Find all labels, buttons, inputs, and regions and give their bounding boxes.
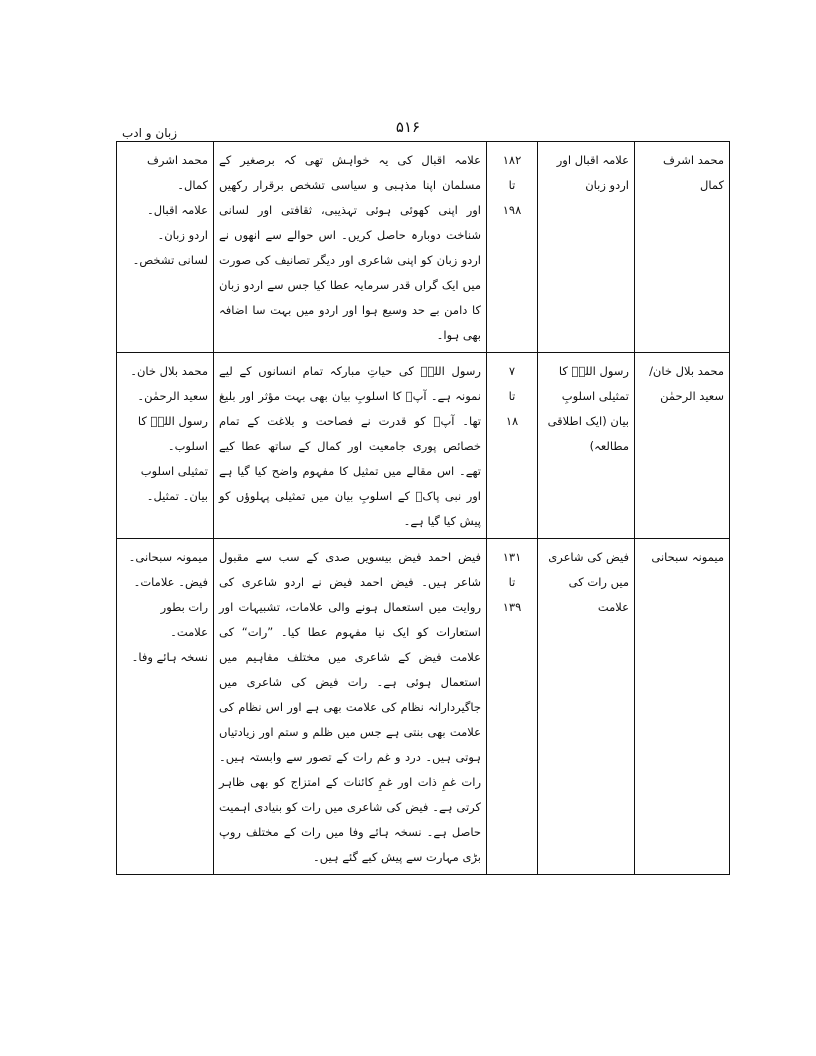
keyword: سعید الرحمٰن۔ [137, 389, 208, 403]
keywords-cell [117, 539, 214, 875]
page-end: ۱۳۹ [502, 600, 522, 614]
keyword: اردو زبان۔ [157, 228, 208, 242]
table-row [117, 353, 730, 539]
author-cell: محمد اشرف کمال [635, 142, 730, 353]
abstract-cell: فیض احمد فیض بیسویں صدی کے سب سے مقبول شاعر ہیں۔ فیض احمد فیض نے اردو شاعری کی روایت میں استعمال ہونے والی علامات، تشبیہات اور استعارات کو ایک نیا مفہوم عطا کیا۔ ”رات“ کی علامت فیض کے شاعری میں مختلف مفاہیم میں استعمال ہوئی ہے۔ رات فیض کی شاعری میں جاگیردارانہ نظام کی علامت بھی ہے اور اس نظام کی علامت بھی بنتی ہے جس میں ظلم و ستم اور زیادتیاں ہوتی ہیں۔ درد و غم رات کے تصور سے وابستہ ہیں۔ رات غمِ ذات اور غمِ کائنات کے امتزاج کو بھی ظاہر کرتی ہے۔ فیض کی شاعری میں رات کو بنیادی اہمیت حاصل ہے۔ نسخہ ہائے وفا میں رات کے مختلف روپ بڑی مہارت سے پیش کیے گئے ہیں۔ [214, 539, 487, 875]
keyword: لسانی تشخص۔ [132, 253, 208, 267]
title-cell: رسول اللہؐ کا تمثیلی اسلوبِ بیان (ایک اطلاقی مطالعہ) [538, 353, 635, 539]
title-cell: فیض کی شاعری میں رات کی علامت [538, 539, 635, 875]
keyword: علامہ اقبال۔ [146, 203, 208, 217]
keywords-cell [117, 353, 214, 539]
index-table [116, 141, 730, 875]
pages-cell [487, 539, 538, 875]
keyword: علامت۔ [170, 625, 208, 639]
keyword: میمونہ سبحانی۔ [128, 550, 208, 564]
keyword: رسول اللہؐ کا [137, 414, 208, 428]
keyword: محمد بلال خان۔ [130, 364, 208, 378]
page-end: ۱۹۸ [502, 203, 522, 217]
keyword: نسخہ ہائے وفا۔ [131, 650, 208, 664]
abstract-cell: رسول اللہؐ کی حیاتِ مبارکہ تمام انسانوں کے لیے نمونہ ہے۔ آپؐ کا اسلوبِ بیان بھی بہت مؤثر اور بلیغ تھا۔ آپؐ کو قدرت نے فصاحت و بلاغت کے تمام خصائص پوری جامعیت اور کمال کے ساتھ عطا کیے تھے۔ اس مقالے میں تمثیل کا مفہوم واضح کیا گیا ہے اور نبی پاکؐ کے اسلوبِ بیان میں تمثیلی پہلوؤں کو پیش کیا گیا ہے۔ [214, 353, 487, 539]
page-start: ۷ [508, 364, 516, 378]
pages-cell [487, 353, 538, 539]
running-head: زبان و ادب [122, 126, 178, 140]
keyword: اسلوب۔ [167, 439, 208, 453]
keyword: محمد اشرف کمال۔ [146, 153, 208, 192]
pages-cell [487, 142, 538, 353]
page-number: ۵۱۶ [395, 118, 421, 136]
keyword: رات بطور [160, 600, 208, 614]
author-cell: محمد بلال خان/ سعید الرحمٰن [635, 353, 730, 539]
page-separator: تا [508, 575, 516, 589]
table-row [117, 142, 730, 353]
page-separator: تا [508, 178, 516, 192]
author-cell: میمونہ سبحانی [635, 539, 730, 875]
table-row [117, 539, 730, 875]
page-separator: تا [508, 389, 516, 403]
title-cell: علامہ اقبال اور اردو زبان [538, 142, 635, 353]
keywords-cell [117, 142, 214, 353]
keyword: فیض۔ علامات۔ [133, 575, 208, 589]
abstract-cell: علامہ اقبال کی یہ خواہش تھی کہ برصغیر کے مسلمان اپنا مذہبی و سیاسی تشخص برقرار رکھیں اور اپنی کھوئی ہوئی تہذیبی، ثقافتی اور لسانی شناخت دوبارہ حاصل کریں۔ اس حوالے سے انھوں نے اردو زبان کو اپنی شاعری اور دیگر تصانیف کی صورت میں ایک گراں قدر سرمایہ عطا کیا جس سے اردو زبان کا دامن بے حد وسیع ہوا اور اردو میں بہت سا اضافہ بھی ہوا۔ [214, 142, 487, 353]
keyword: بیان۔ تمثیل۔ [146, 489, 208, 503]
page-start: ۱۳۱ [502, 550, 522, 564]
page-end: ۱۸ [505, 414, 519, 428]
keyword: تمثیلی اسلوب [140, 464, 208, 478]
page-start: ۱۸۲ [502, 153, 522, 167]
